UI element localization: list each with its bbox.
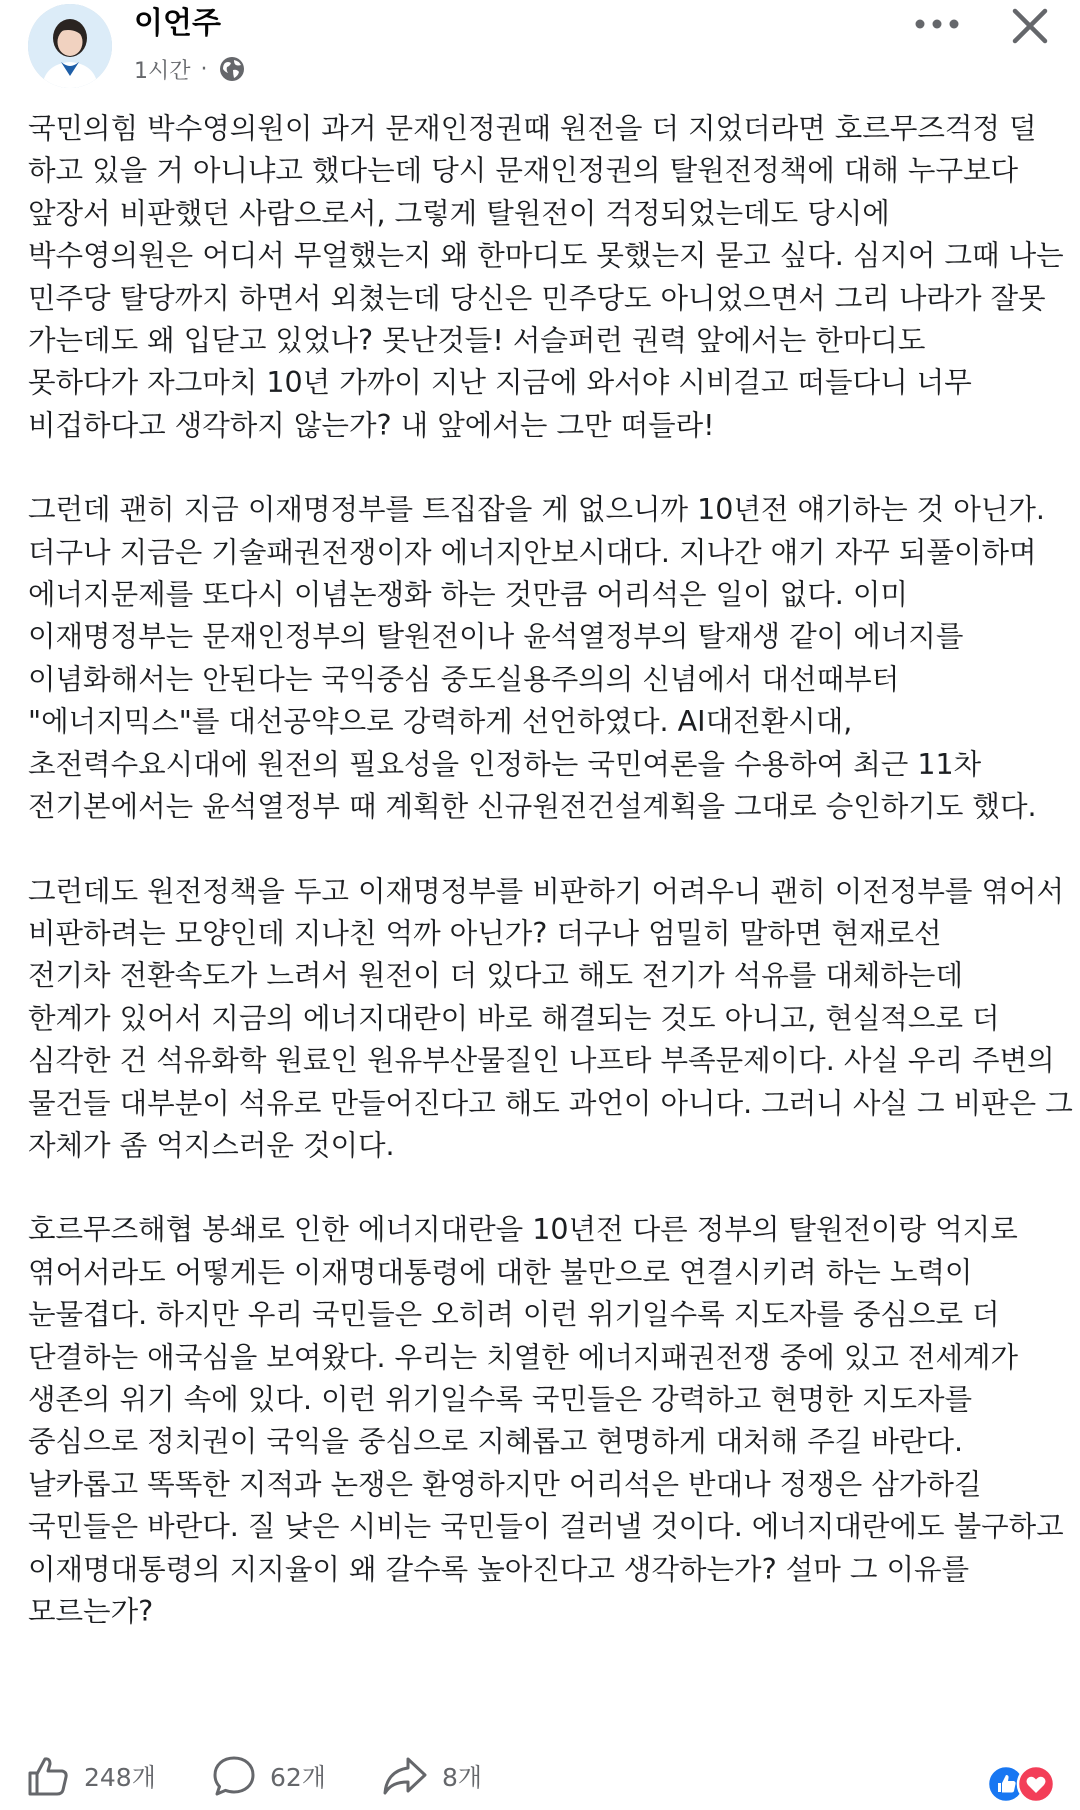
text-line: 이재명정부는 문재인정부의 탈원전이나 윤석열정부의 탈재생 같이 에너지를 [28, 620, 964, 654]
comment-button[interactable] [212, 1748, 326, 1804]
text-line: 못하다가 자그마치 10년 가까이 지난 지금에 와서야 시비걸고 떠들다니 너무 [28, 366, 972, 400]
meta-separator: · [200, 56, 208, 82]
post-paragraph [28, 871, 1073, 1168]
text-line: 한계가 있어서 지금의 에너지대란이 바로 해결되는 것도 아니고, 현실적으로 더 [28, 1001, 1000, 1035]
post-paragraph [28, 108, 1064, 447]
post-text [28, 108, 1073, 1675]
post-timestamp[interactable]: 1시간 [134, 58, 191, 84]
share-icon [382, 1754, 428, 1798]
text-line: 그런데도 원전정책을 두고 이재명정부를 비판하기 어려우니 괜히 이전정부를 엮어서 [28, 874, 1065, 908]
text-line: 엮어서라도 어떻게든 이재명대통령에 대한 불만으로 연결시키려 하는 노력이 [28, 1255, 973, 1289]
globe-icon [218, 55, 246, 83]
text-line: 박수영의원은 어디서 무얼했는지 왜 한마디도 못했는지 묻고 싶다. 심지어 그때 나는 [28, 239, 1064, 273]
post-meta [134, 52, 246, 86]
post-header [0, 0, 1080, 100]
post-footer [0, 1748, 1080, 1808]
text-line: 비겁하다고 생각하지 않는가? 내 앞에서는 그만 떠들라! [28, 408, 715, 442]
text-line: 날카롭고 똑똑한 지적과 논쟁은 환영하지만 어리석은 반대나 정쟁은 삼가하길 [28, 1467, 982, 1501]
text-line: 전기차 전환속도가 느려서 원전이 더 있다고 해도 전기가 석유를 대체하는데 [28, 959, 963, 993]
text-line: 자체가 좀 억지스러운 것이다. [28, 1128, 395, 1162]
text-line: 단결하는 애국심을 보여왔다. 우리는 치열한 에너지패권전쟁 중에 있고 전세계가 [28, 1340, 1019, 1374]
comment-icon [212, 1754, 256, 1798]
text-line: 하고 있을 거 아니냐고 했다는데 당시 문재인정권의 탈원전정책에 대해 누구보다 [28, 154, 1019, 188]
text-line: 가는데도 왜 입닫고 있었나? 못난것들! 서슬퍼런 권력 앞에서는 한마디도 [28, 324, 926, 358]
text-line: 중심으로 정치권이 국익을 중심으로 지혜롭고 현명하게 대처해 주길 바란다. [28, 1425, 963, 1459]
author-avatar[interactable] [28, 4, 112, 88]
text-line: 심각한 건 석유화학 원료인 원유부산물질인 나프타 부족문제이다. 사실 우리 주변의 [28, 1044, 1055, 1078]
text-line: 초전력수요시대에 원전의 필요성을 인정하는 국민여론을 수용하여 최근 11차 [28, 747, 982, 781]
text-line: 비판하려는 모양인데 지나친 억까 아닌가? 더구나 엄밀히 말하면 현재로선 [28, 916, 942, 950]
author-name[interactable]: 이언주 [134, 6, 221, 41]
share-count: 8개 [442, 1763, 483, 1792]
text-line: 호르무즈해협 봉쇄로 인한 에너지대란을 10년전 다른 정부의 탈원전이랑 억지로 [28, 1213, 1018, 1247]
text-line: 앞장서 비판했던 사람으로서, 그렇게 탈원전이 걱정되었는데도 당시에 [28, 196, 890, 230]
text-line: 전기본에서는 윤석열정부 때 계획한 신규원전건설계획을 그대로 승인하기도 했다. [28, 790, 1037, 824]
text-line: 이재명대통령의 지지율이 왜 갈수록 높아진다고 생각하는가? 설마 그 이유를 [28, 1552, 970, 1586]
thumbs-up-icon [26, 1754, 70, 1798]
profile-photo [28, 4, 112, 88]
share-button[interactable] [382, 1748, 482, 1804]
text-line: 눈물겹다. 하지만 우리 국민들은 오히려 이런 위기일수록 지도자를 중심으로 더 [28, 1298, 1000, 1332]
text-line: 물건들 대부분이 석유로 만들어진다고 해도 과언이 아니다. 그러니 사실 그 비판은 그 [28, 1086, 1073, 1120]
like-button[interactable] [26, 1748, 156, 1804]
comment-count: 62개 [270, 1763, 326, 1792]
text-line: 국민의힘 박수영의원이 과거 문재인정권때 원전을 더 지었더라면 호르무즈걱정 덜 [28, 112, 1037, 145]
text-line: 국민들은 바란다. 질 낮은 시비는 국민들이 걸러낼 것이다. 에너지대란에도 불구하고 [28, 1510, 1064, 1544]
text-line: 더구나 지금은 기술패권전쟁이자 에너지안보시대다. 지나간 얘기 자꾸 되풀이하며 [28, 535, 1037, 569]
text-line: 민주당 탈당까지 하면서 외쳤는데 당신은 민주당도 아니었으면서 그리 나라가 잘못 [28, 281, 1046, 315]
love-reaction-icon [1018, 1766, 1054, 1802]
post-paragraph [28, 1209, 1064, 1633]
text-line: "에너지믹스"를 대선공약으로 강력하게 선언하였다. AI대전환시대, [28, 705, 853, 739]
more-horizontal-icon [912, 18, 962, 30]
reaction-summary[interactable] [986, 1764, 1058, 1804]
text-line: 모르는가? [28, 1595, 154, 1628]
close-button[interactable] [1004, 0, 1056, 52]
text-line: 생존의 위기 속에 있다. 이런 위기일수록 국민들은 강력하고 현명한 지도자를 [28, 1382, 973, 1416]
text-line: 에너지문제를 또다시 이념논쟁화 하는 것만큼 어리석은 일이 없다. 이미 [28, 578, 908, 612]
text-line: 그런데 괜히 지금 이재명정부를 트집잡을 게 없으니까 10년전 얘기하는 것 아닌가. [28, 493, 1045, 527]
post-paragraph [28, 489, 1064, 828]
close-icon [1010, 6, 1050, 46]
more-options-button[interactable] [908, 2, 966, 46]
like-count: 248개 [84, 1763, 156, 1792]
text-line: 이념화해서는 안된다는 국익중심 중도실용주의의 신념에서 대선때부터 [28, 662, 900, 696]
